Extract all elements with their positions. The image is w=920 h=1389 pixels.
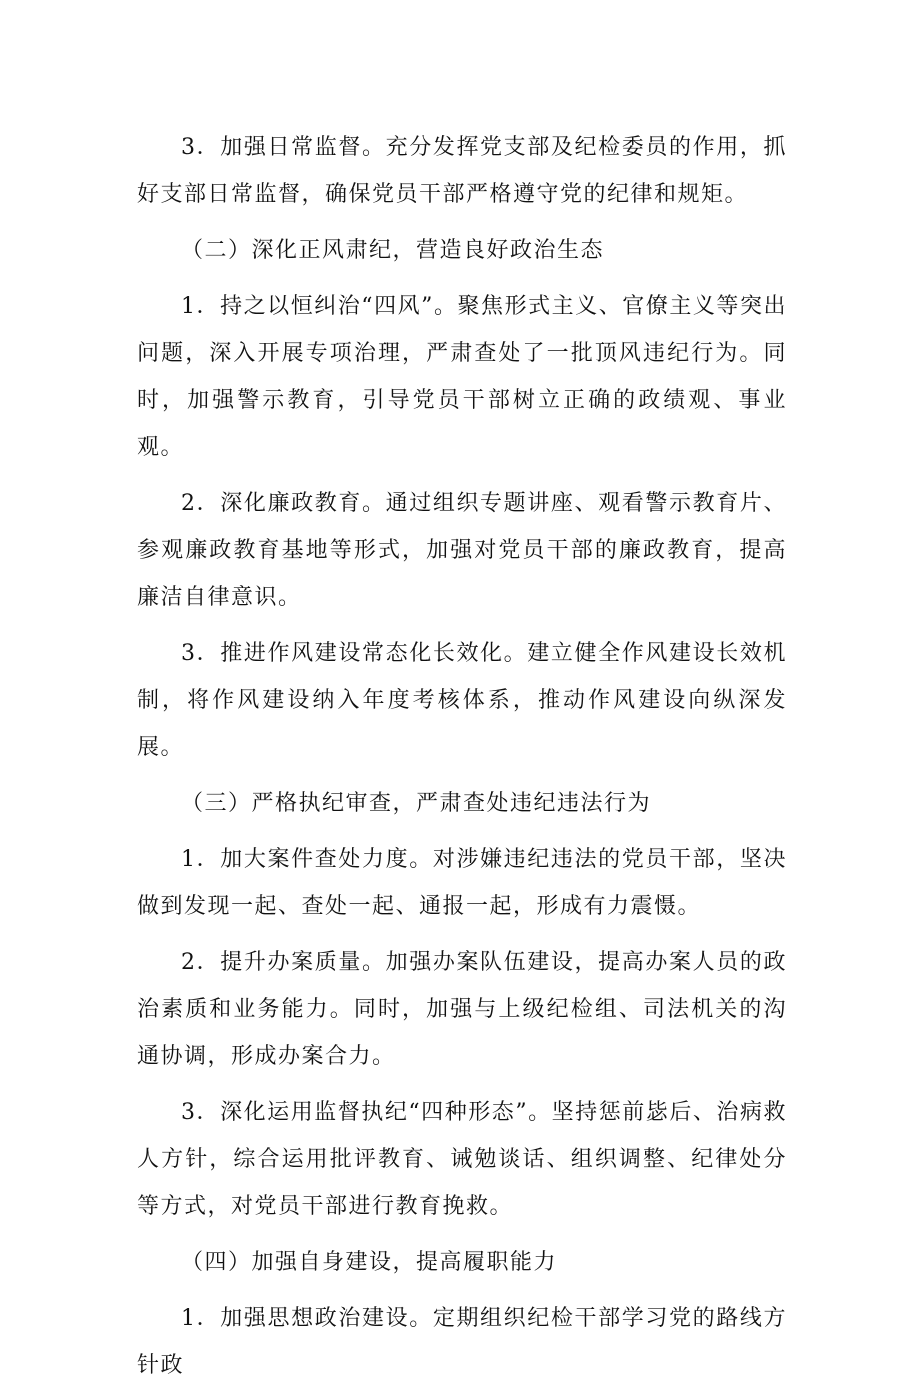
paragraph-work-style: 3．推进作风建设常态化长效化。建立健全作风建设长效机制，将作风建设纳入年度考核体系，推动作风建设向纵深发展。 [137, 641, 787, 760]
document-body [137, 124, 787, 1389]
paragraph-case-quality: 2．提升办案质量。加强办案队伍建设，提高办案人员的政治素质和业务能力。同时，加强与上级纪检组、司法机关的沟通协调，形成办案合力。 [137, 950, 787, 1069]
paragraph-case-investigation: 1．加大案件查处力度。对涉嫌违纪违法的党员干部，坚决做到发现一起、查处一起、通报一起，形成有力震慑。 [137, 847, 787, 919]
section-heading-2: （二）深化正风肃纪，营造良好政治生态 [181, 238, 605, 263]
paragraph-four-forms: 3．深化运用监督执纪“四种形态”。坚持惩前毖后、治病救人方针，综合运用批评教育、诫勉谈话、组织调整、纪律处分等方式，对党员干部进行教育挽救。 [137, 1100, 787, 1219]
section-heading-4: （四）加强自身建设，提高履职能力 [181, 1250, 558, 1275]
section-heading-3: （三）严格执纪审查，严肃查处违纪违法行为 [181, 791, 652, 816]
paragraph-integrity-education: 2．深化廉政教育。通过组织专题讲座、观看警示教育片、参观廉政教育基地等形式，加强对党员干部的廉政教育，提高廉洁自律意识。 [137, 491, 787, 610]
paragraph-four-winds: 1．持之以恒纠治“四风”。聚焦形式主义、官僚主义等突出问题，深入开展专项治理，严肃查处了一批顶风违纪行为。同时，加强警示教育，引导党员干部树立正确的政绩观、事业观。 [137, 294, 787, 460]
paragraph-political-study: 1．加强思想政治建设。定期组织纪检干部学习党的路线方针政 [137, 1306, 787, 1378]
paragraph-daily-supervision: 3．加强日常监督。充分发挥党支部及纪检委员的作用，抓好支部日常监督，确保党员干部严格遵守党的纪律和规矩。 [137, 135, 787, 207]
